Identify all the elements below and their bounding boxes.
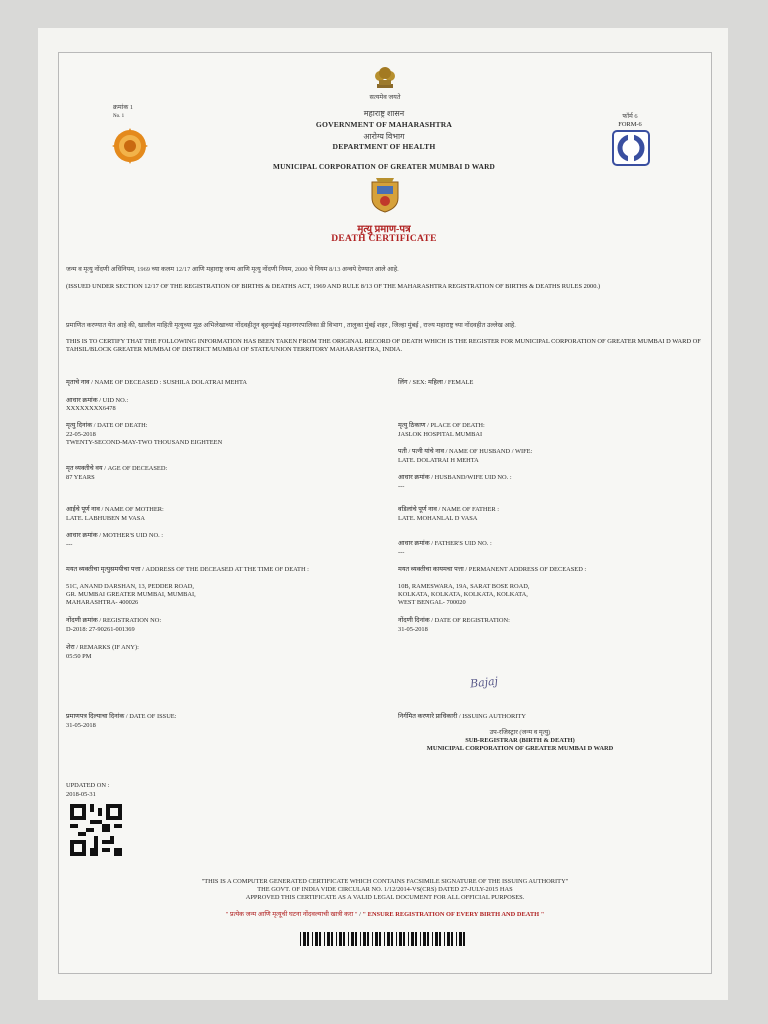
reg-no-label: नोंदणी क्रमांक / REGISTRATION NO:: [66, 617, 162, 624]
title-hi: मृत्यु प्रमाण-पत्र: [357, 224, 411, 235]
uid-value: XXXXXXXX6478: [66, 405, 116, 412]
national-emblem-icon: [371, 64, 399, 94]
certify-hi: प्रमाणित करण्यात येत आहे की, खालील माहिती मृत्यूच्या मूळ अभिलेखाच्या नोंदवहीतून बृहन्मुंबई महानगरपालिका डी विभाग , तालुका मुंबई शहर , जिल्हा मुंबई , राज्य महाराष्ट्र च्या नोंदवहीत उल्लेख आहे.: [66, 322, 516, 329]
footer-note-1: "THIS IS A COMPUTER GENERATED CERTIFICATE WHICH CONTAINS FACSIMILE SIGNATURE OF THE ISSUING AUTHORITY": [201, 878, 569, 885]
father-label: वडिलांचे पूर्ण नाव / NAME OF FATHER :: [398, 506, 500, 513]
qr-code-icon: [70, 804, 122, 856]
updated-value: 2018-05-31: [66, 791, 96, 798]
perm-address-line-1: 10B, RAMESWARA, 19A, SARAT BOSE ROAD,: [398, 583, 530, 590]
reg-date-label: नोंदणी दिनांक / DATE OF REGISTRATION:: [398, 617, 510, 624]
age-label: मृत व्यक्तीचे वय / AGE OF DECEASED:: [66, 465, 168, 472]
dod-words: TWENTY-SECOND-MAY-TWO THOUSAND EIGHTEEN: [66, 439, 223, 446]
name-value: SUSHILA DOLATRAI MEHTA: [163, 379, 248, 386]
mother-uid-value: ---: [66, 541, 73, 548]
mcgm-crest-icon: [368, 176, 402, 214]
name-of-deceased: [66, 379, 386, 387]
slogan-en: " ENSURE REGISTRATION OF EVERY BIRTH AND DEATH ": [362, 911, 545, 918]
mother-value: LATE. LABHUBEN M VASA: [66, 515, 145, 522]
form-en: FORM-6: [618, 121, 642, 128]
name-label: मृताचे नाव / NAME OF DECEASED :: [66, 379, 162, 386]
dod-label: मृत्यु दिनांक / DATE OF DEATH:: [66, 422, 148, 429]
father-value: LATE. MOHANLAL D VASA: [398, 515, 478, 522]
gov-hi: महाराष्ट्र शासन: [363, 109, 405, 118]
dept-hi: आरोग्य विभाग: [363, 132, 405, 141]
father-uid-label: आधार क्रमांक / FATHER'S UID NO. :: [398, 540, 492, 547]
authority-org: MUNICIPAL CORPORATION OF GREATER MUMBAI D WARD: [426, 745, 614, 752]
issued-under-en: (ISSUED UNDER SECTION 12/17 OF THE REGISTRATION OF BIRTHS & DEATHS ACT, 1969 AND RULE 8/13 OF THE MAHARASHTRA REGISTRATION OF BIRTHS & DEATHS RULES 2000.): [66, 283, 601, 290]
signature: Bajaj: [469, 674, 499, 691]
perm-address-label: मयत व्यक्तीचा कायमचा पत्ता / PERMANENT ADDRESS OF DECEASED :: [398, 566, 587, 573]
emblem-motto: सत्यमेव जयते: [369, 94, 401, 101]
father-uid-value: ---: [398, 549, 405, 556]
footer-note-3: APPROVED THIS CERTIFICATE AS A VALID LEGAL DOCUMENT FOR ALL OFFICIAL PURPOSES.: [245, 894, 525, 901]
age-value: 87 YEARS: [66, 474, 95, 481]
address-line-3: MAHARASHTRA- 400026: [66, 599, 139, 606]
remarks-label: शेरा / REMARKS (IF ANY):: [66, 644, 139, 651]
perm-address-line-3: WEST BENGAL- 700020: [398, 599, 466, 606]
slogan: [120, 911, 650, 919]
remarks-value: 05:50 PM: [66, 653, 92, 660]
address-label: मयत व्यक्तीचा मृत्युसमयीचा पत्ता / ADDRESS OF THE DECEASED AT THE TIME OF DEATH :: [66, 566, 309, 573]
gov-en: GOVERNMENT OF MAHARASHTRA: [315, 120, 453, 129]
sex-field: [398, 379, 473, 387]
mother-label: आईचे पूर्ण नाव / NAME OF MOTHER:: [66, 506, 164, 513]
spouse-uid-value: ---: [398, 483, 405, 490]
issuing-authority-label: निर्गमित करणारे प्राधिकारी / ISSUING AUTHORITY: [398, 713, 526, 720]
maharashtra-seal-icon: [112, 128, 148, 164]
municipal-name: MUNICIPAL CORPORATION OF GREATER MUMBAI D WARD: [272, 162, 496, 171]
crs-logo-icon: [612, 130, 650, 166]
uid-label: आधार क्रमांक / UID NO.:: [66, 397, 129, 404]
spouse-label: पती / पत्नी यांचे नाव / NAME OF HUSBAND / WIFE:: [398, 448, 533, 455]
sex-label: लिंग / SEX:: [398, 379, 427, 386]
form-hi: फॉर्म 6: [622, 113, 638, 120]
barcode-icon: [300, 932, 468, 946]
authority-en: SUB-REGISTRAR (BIRTH & DEATH): [465, 737, 575, 744]
issued-under-hi: जन्म व मृत्यु नोंदणी अधिनियम, 1969 च्या कलम 12/17 आणि महाराष्ट्र जन्म आणि मृत्यु नोंदणी नियम, 2000 चे नियम 8/13 अन्वये देण्यात आले आहे.: [66, 266, 399, 273]
dod-value: 22-05-2018: [66, 431, 96, 438]
authority-hi: उप-रजिस्ट्रार (जन्म व मृत्यु): [489, 729, 551, 736]
perm-address-line-2: KOLKATA, KOLKATA, KOLKATA, KOLKATA,: [398, 591, 528, 598]
number-label-hi: क्रमांक 1: [113, 104, 134, 111]
place-value: JASLOK HOSPITAL MUMBAI: [398, 431, 483, 438]
reg-date-value: 31-05-2018: [398, 626, 428, 633]
sex-value: महिला / FEMALE: [428, 379, 474, 386]
title-en: DEATH CERTIFICATE: [331, 234, 437, 244]
place-label: मृत्यु ठिकाण / PLACE OF DEATH:: [398, 422, 485, 429]
address-line-2: GR. MUMBAI GREATER MUMBAI, MUMBAI,: [66, 591, 196, 598]
number-label-en: No. 1: [113, 114, 125, 119]
dept-en: DEPARTMENT OF HEALTH: [332, 142, 436, 151]
slogan-separator: /: [359, 911, 361, 918]
footer-note-2: THE GOVT. OF INDIA VIDE CIRCULAR NO. 1/12/2014-VS(CRS) DATED 27-JULY-2015 HAS: [257, 886, 513, 893]
reg-no-value: D-2018: 27-90261-001369: [66, 626, 135, 633]
issue-date-value: 31-05-2018: [66, 722, 96, 729]
address-line-1: 51C, ANAND DARSHAN, 13, PEDDER ROAD,: [66, 583, 194, 590]
spouse-value: LATE. DOLATRAI H MEHTA: [398, 457, 479, 464]
issue-date-label: प्रमाणपत्र दिल्याचा दिनांक / DATE OF ISSUE:: [66, 713, 177, 720]
spouse-uid-label: आधार क्रमांक / HUSBAND/WIFE UID NO. :: [398, 474, 512, 481]
mother-uid-label: आधार क्रमांक / MOTHER'S UID NO. :: [66, 532, 164, 539]
certify-en: THIS IS TO CERTIFY THAT THE FOLLOWING INFORMATION HAS BEEN TAKEN FROM THE ORIGINAL RECORD OF DEATH WHICH IS THE REGISTER FOR MUNICIPAL CORPORATION OF GREATER MUMBAI D WARD OF TAHSIL/BLOCK GREATER MUMBAI OF DISTRICT MUMBAI OF STATE/UNION TERRITORY MAHARASHTRA, INDIA.: [66, 338, 701, 353]
slogan-hi: " प्रत्येक जन्म आणि मृत्यूची घटना नोंदवल्याची खात्री करा ": [225, 911, 358, 918]
updated-label: UPDATED ON :: [66, 782, 110, 789]
